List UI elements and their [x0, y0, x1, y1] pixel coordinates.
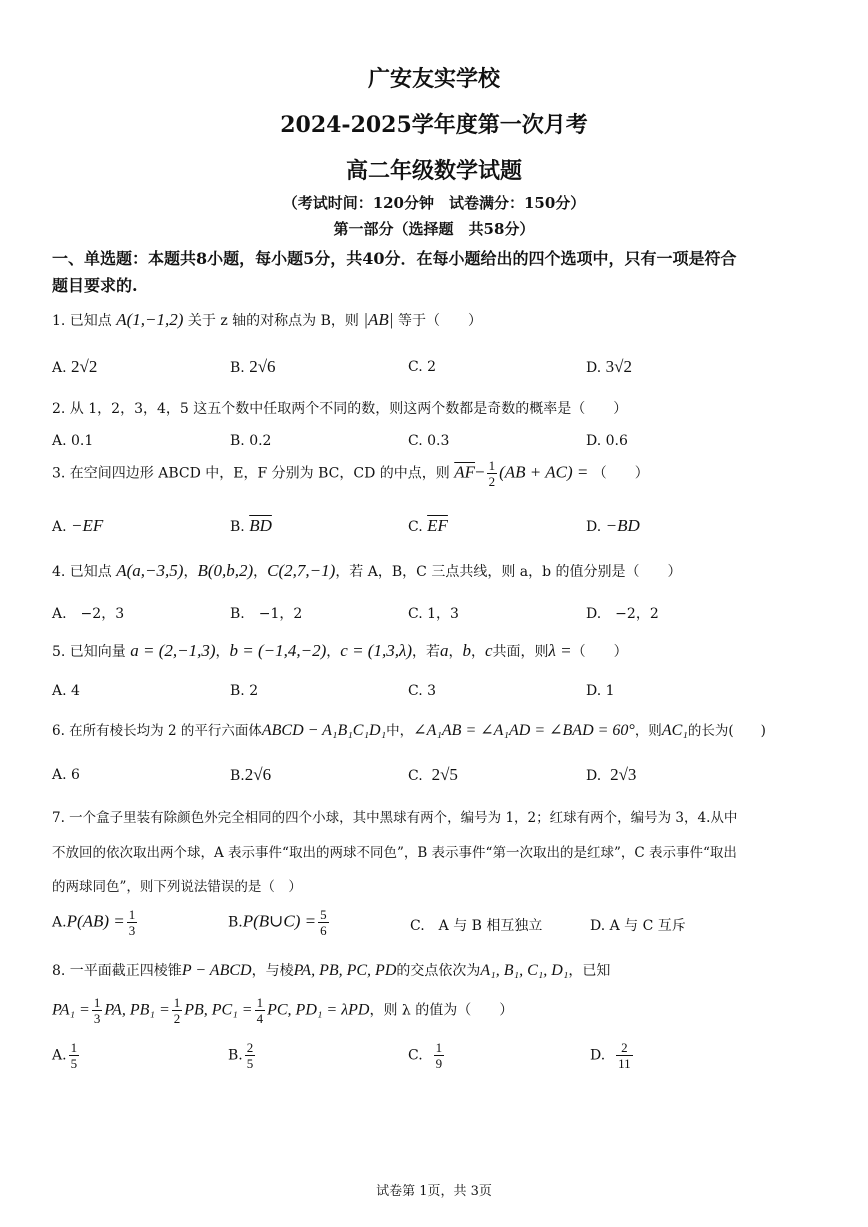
q1-option-a: A. 2√2 — [52, 357, 98, 376]
q2-option-d: D. 0.6 — [586, 433, 628, 449]
question-2-stem: 2. 从 1，2，3，4，5 这五个数中任取两个不同的数，则这两个数都是奇数的概率是（ ） — [52, 401, 628, 417]
exam-term: 2024-2025学年度第一次月考 — [280, 112, 588, 138]
q1-math-point: A(1,−1,2) — [116, 310, 184, 329]
q1-math-abs: |AB| — [363, 310, 394, 329]
q4-point-b: B(0,b,2) — [197, 561, 254, 580]
question-7-line1: 7. 一个盒子里装有除颜色外完全相同的四个小球，其中黑球有两个，编号为 1，2；红球有两个，编号为 3，4.从中 — [52, 810, 738, 826]
q5-option-b: B. 2 — [230, 683, 259, 699]
question-7-line3: 的两球同色”，则下列说法错误的是（ ） — [52, 879, 302, 895]
q5-option-d: D. 1 — [586, 683, 615, 699]
q2-option-a: A. 0.1 — [52, 433, 94, 449]
q5-option-c: C. 3 — [408, 683, 437, 699]
q4-option-a: A. −2，3 — [52, 606, 125, 622]
question-7-line2: 不放回的依次取出两个球，A 表示事件“取出的两球不同色”，B 表示事件“第一次取出的是红球”，C 表示事件“取出 — [52, 845, 737, 861]
q4-point-a: A(a,−3,5) — [116, 561, 184, 580]
question-8-line1: 8. 一平面截正四棱锥P − ABCD，与棱PA, PB, PC, PD的交点依次为A₁, B₁, C₁, D₁，已知 — [52, 962, 611, 979]
q1-option-d: D. 3√2 — [586, 357, 632, 376]
q2-option-c: C. 0.3 — [408, 433, 450, 449]
q4-option-d: D. −2，2 — [586, 606, 659, 622]
q3-option-c: C. $\overline{EF}$ — [408, 516, 448, 535]
q1-option-b: B. 2√6 — [230, 357, 276, 376]
q1-option-c: C. 2 — [408, 359, 437, 375]
q4-option-c: C. 1，3 — [408, 606, 459, 622]
q8-option-c: C. $\frac{1}{9}$ — [408, 1040, 443, 1071]
q4-option-b: B. −1，2 — [230, 606, 303, 622]
q7-option-a: A.P(AB) = $\frac{1}{3}$ — [52, 907, 136, 938]
q5-vector-c: c = (1,3,λ) — [340, 641, 412, 660]
q6-diagonal: AC₁ — [661, 722, 688, 739]
q6-option-b: B.2√6 — [230, 765, 272, 784]
q7-option-b: B.P(B∪C) = $\frac{5}{6}$ — [228, 907, 327, 938]
question-6-stem: 6. 在所有棱长均为 2 的平行六面体ABCD − A₁B₁C₁D₁中，∠A₁AB = ∠A₁AD = ∠BAD = 60°，则AC₁的长为( ) — [52, 722, 766, 739]
page-footer: 试卷第 1页，共 3页 — [376, 1184, 492, 1199]
q3-option-b: B. $\overline{BD}$ — [230, 516, 272, 535]
q8-option-b: B. $\frac{2}{5}$ — [228, 1040, 254, 1071]
q6-option-c: C. 2√5 — [408, 765, 458, 784]
q5-vector-b: b = (−1,4,−2) — [229, 641, 327, 660]
q3-option-a: A. −EF — [52, 516, 104, 535]
q8-option-a: A. $\frac{1}{5}$ — [52, 1040, 78, 1071]
q6-option-d: D. 2√3 — [586, 765, 637, 784]
question-1-stem — [52, 310, 482, 330]
q3-vector-sum: (AB + AC) = — [499, 462, 589, 482]
q7-option-d: D. A 与 C 互斥 — [590, 918, 686, 934]
q4-point-c: C(2,7,−1) — [267, 561, 336, 580]
q8-option-d: D. $\frac{2}{11}$ — [590, 1040, 631, 1071]
q2-option-b: B. 0.2 — [230, 433, 272, 449]
q6-angles: ∠A₁AB = ∠A₁AD = ∠BAD = 60° — [413, 722, 635, 739]
section-heading-line2: 题目要求的. — [52, 276, 138, 295]
exam-info: （考试时间：120分钟 试卷满分：150分） — [282, 194, 586, 212]
section-heading-line1: 一、单选题：本题共8小题，每小题5分，共40分．在每小题给出的四个选项中，只有一项是符合 — [52, 249, 737, 268]
q5-vector-a: a = (2,−1,3) — [130, 641, 216, 660]
question-8-line2: PA₁ = $\frac{1}{3}$ PA, PB₁ = $\frac{1}{2}$ PB, PC₁ = $\frac{1}{4}$ PC, PD₁ = λPD，则 λ 的值为（ ） — [52, 995, 514, 1026]
question-3-stem: 3. 在空间四边形 ABCD 中，E，F 分别为 BC，CD 的中点，则 $\overline{AF}-$ $\frac{1}{2}$ (AB + AC) = （ ） — [52, 458, 649, 489]
question-4-stem: 4. 已知点 A(a,−3,5)，B(0,b,2)，C(2,7,−1)，若 A，B，C 三点共线，则 a，b 的值分别是（ ） — [52, 561, 682, 580]
q1-text-b: 关于 z 轴的对称点为 B，则 — [187, 313, 359, 329]
part-title: 第一部分（选择题 共58分） — [333, 220, 535, 238]
q7-option-c: C. A 与 B 相互独立 — [410, 918, 543, 934]
q3-vector-af: $\overline{AF}$ — [454, 462, 476, 482]
q1-text-a: 1. 已知点 — [52, 313, 112, 329]
q3-fraction: $\frac{1}{2}$ — [488, 458, 496, 489]
question-5-stem: 5. 已知向量 a = (2,−1,3)，b = (−1,4,−2)，c = (1,3,λ)，若a，b，c共面，则λ =（ ） — [52, 641, 628, 660]
q1-text-c: 等于（ ） — [397, 313, 482, 329]
exam-title: 高二年级数学试题 — [345, 158, 522, 184]
q6-option-a: A. 6 — [52, 767, 80, 783]
q5-option-a: A. 4 — [52, 683, 80, 699]
q6-solid: ABCD − A₁B₁C₁D₁ — [261, 722, 387, 739]
school-name: 广安友实学校 — [367, 66, 500, 92]
q3-option-d: D. −BD — [586, 516, 640, 535]
